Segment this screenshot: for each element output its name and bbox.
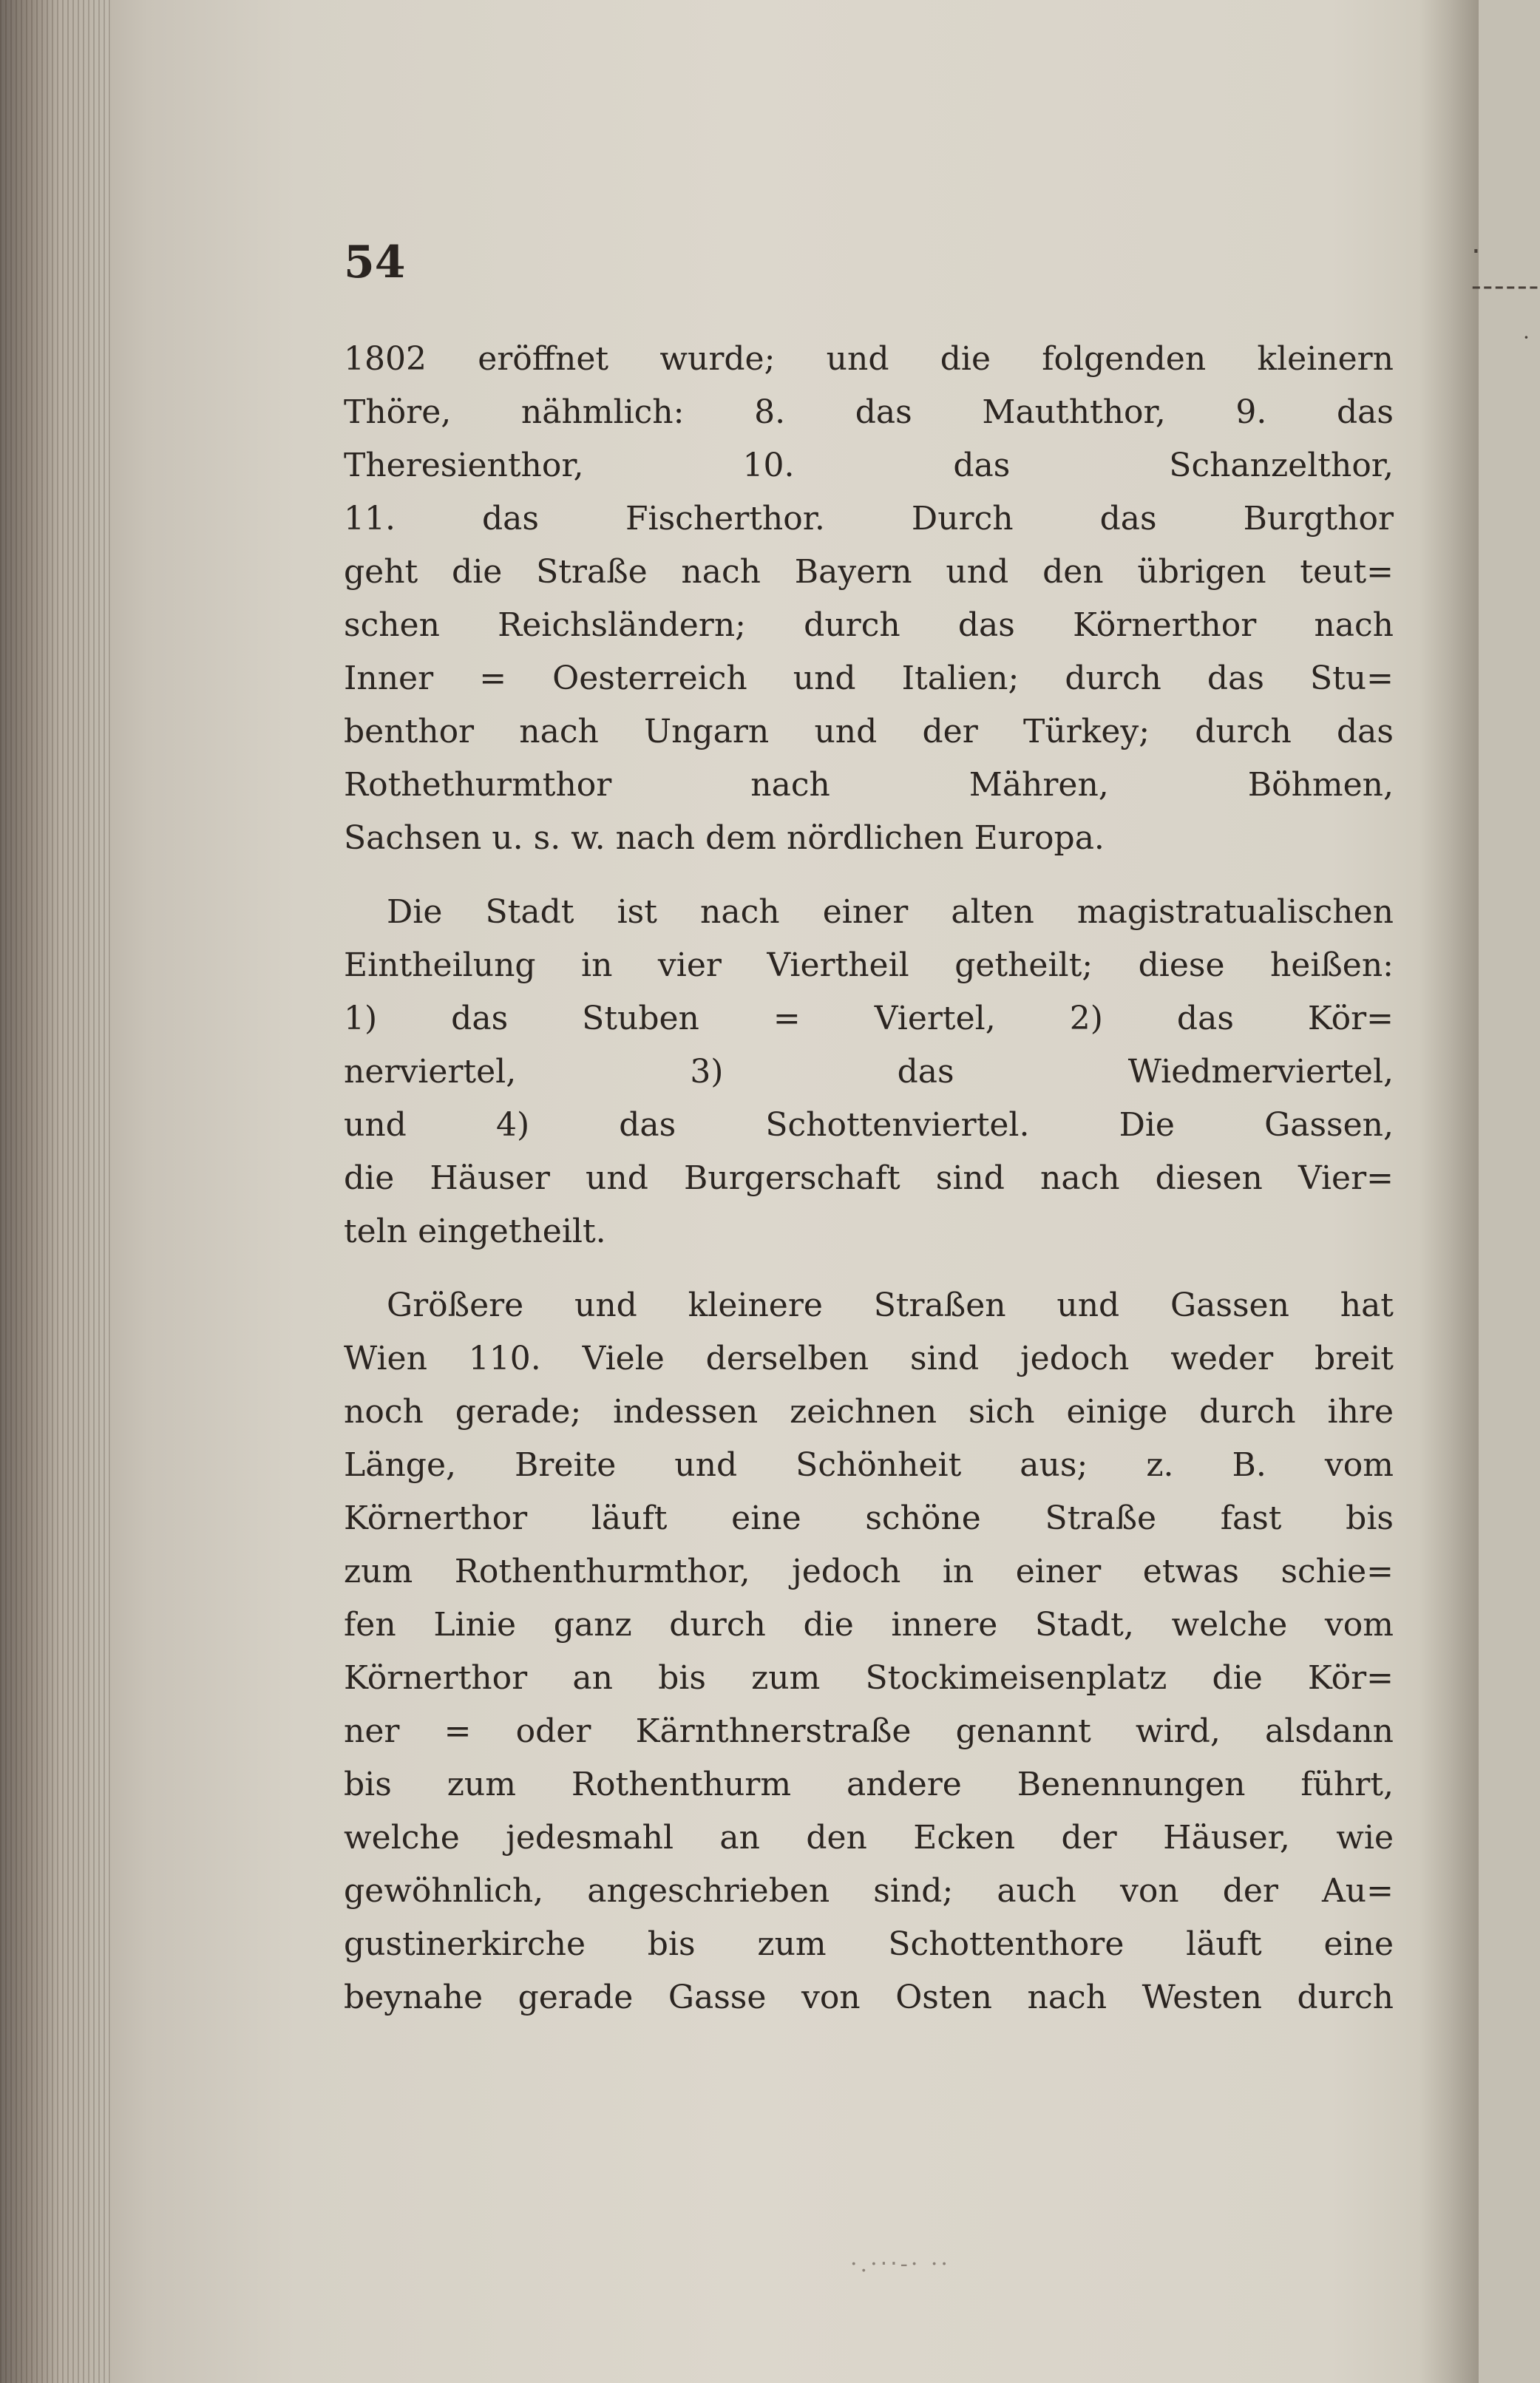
text-line: bis zum Rothenthurm andere Benennungen führt, (344, 1766, 1394, 1803)
paragraph-gap (344, 1258, 1394, 1279)
paragraph-gap (344, 865, 1394, 886)
page-number: 54 (344, 237, 406, 288)
book-page (111, 0, 1540, 2383)
text-line: teln eingetheilt. (344, 1213, 606, 1250)
text-line: Körnerthor läuft eine schöne Straße fast bis (344, 1499, 1394, 1537)
text-line: Länge, Breite und Schönheit aus; z. B. vom (344, 1446, 1394, 1484)
body-text (344, 333, 1394, 2024)
footer-smudge: ·.·‧‧‐· ·· (850, 2251, 951, 2277)
text-line: ner = oder Kärnthnerstraße genannt wird, alsdann (344, 1712, 1394, 1750)
text-line: beynahe gerade Gasse von Osten nach Westen durch (344, 1979, 1394, 2016)
text-line: Inner = Oesterreich und Italien; durch das Stu= (344, 660, 1394, 697)
text-line: Theresienthor, 10. das Schanzelthor, (344, 447, 1394, 484)
text-line: Thöre, nähmlich: 8. das Mauththor, 9. das (344, 393, 1394, 431)
text-line: gewöhnlich, angeschrieben sind; auch von der Au= (344, 1872, 1394, 1910)
text-line: benthor nach Ungarn und der Türkey; durch das (344, 713, 1394, 750)
text-line: Die Stadt ist nach einer alten magistratualischen (387, 893, 1394, 931)
text-line: 1802 eröffnet wurde; und die folgenden kleinern (344, 340, 1394, 378)
text-line: Sachsen u. s. w. nach dem nördlichen Europa. (344, 819, 1105, 857)
page-edges (0, 0, 111, 2383)
text-line: welche jedesmahl an den Ecken der Häuser, wie (344, 1819, 1394, 1857)
margin-mark: ‧‑‑‑‑‑‑ (1471, 235, 1540, 303)
text-line: gustinerkirche bis zum Schottenthore läuft eine (344, 1925, 1394, 1963)
text-line: 11. das Fischerthor. Durch das Burgthor (344, 500, 1394, 538)
text-line: Eintheilung in vier Viertheil getheilt; diese heißen: (344, 946, 1394, 984)
text-line: 1) das Stuben = Viertel, 2) das Kör= (344, 1000, 1394, 1037)
text-line: Rothethurmthor nach Mähren, Böhmen, (344, 766, 1394, 804)
text-line: Körnerthor an bis zum Stockimeisenplatz die Kör= (344, 1659, 1394, 1697)
text-line: fen Linie ganz durch die innere Stadt, welche vom (344, 1606, 1394, 1644)
text-line: zum Rothenthurmthor, jedoch in einer etwas schie= (344, 1553, 1394, 1590)
text-line: Größere und kleinere Straßen und Gassen hat (387, 1287, 1394, 1324)
text-line: nerviertel, 3) das Wiedmerviertel, (344, 1053, 1394, 1091)
text-line: die Häuser und Burgerschaft sind nach diesen Vier= (344, 1159, 1394, 1197)
text-line: geht die Straße nach Bayern und den übrigen teut= (344, 553, 1394, 591)
text-line: Wien 110. Viele derselben sind jedoch weder breit (344, 1340, 1394, 1377)
margin-dot: · (1523, 325, 1530, 350)
text-line: noch gerade; indessen zeichnen sich einige durch ihre (344, 1393, 1394, 1431)
text-line: schen Reichsländern; durch das Körnerthor nach (344, 606, 1394, 644)
text-line: und 4) das Schottenviertel. Die Gassen, (344, 1106, 1394, 1144)
